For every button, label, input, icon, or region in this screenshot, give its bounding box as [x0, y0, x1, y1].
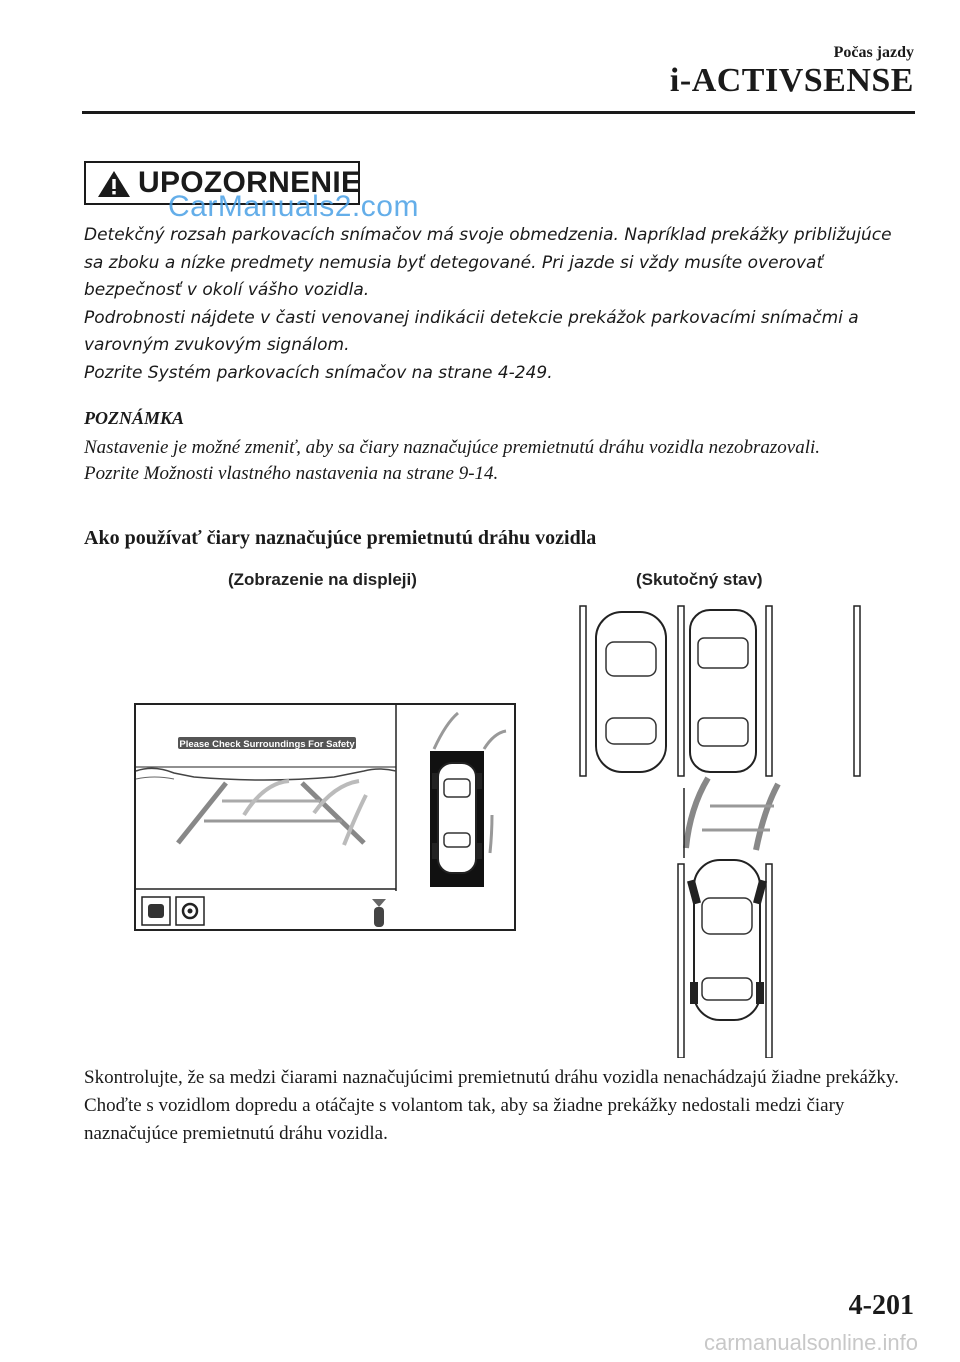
warning-triangle-icon	[96, 169, 132, 199]
page-number: 4-201	[848, 1290, 914, 1321]
howto-heading: Ako používať čiary naznačujúce premietnutú dráhu vozidla	[84, 527, 597, 549]
body-paragraph: Skontrolujte, že sa medzi čiarami naznačujúcimi premietnutú dráhu vozidla nenachádzajú žiadne prekážky.	[84, 1067, 899, 1088]
moving-car	[694, 860, 760, 1020]
parked-car-left	[596, 612, 666, 772]
display-screen-illustration	[134, 703, 518, 933]
header-rule	[82, 111, 915, 114]
screen-banner: Please Check Surroundings For Safety	[179, 739, 355, 750]
caption-display: (Zobrazenie na displeji)	[228, 570, 417, 589]
section-title: i-ACTIVSENSE	[669, 62, 914, 99]
actual-situation-illustration	[574, 598, 870, 1058]
note-title: POZNÁMKA	[84, 408, 185, 428]
warning-paragraph: Podrobnosti nájdete v časti venovanej indikácii detekcie prekážok parkovacími snímačmi a varovným zvukovým signálom.	[84, 307, 859, 356]
caption-actual: (Skutočný stav)	[636, 570, 763, 589]
warning-paragraph: Detekčný rozsah parkovacích snímačov má svoje obmedzenia. Napríklad prekážky približujúce sa zboku a nízke predmety nemusia byť detegované. Pri jazde si vždy musíte overovať bezpečnosť v okolí vášho vozidla.	[84, 225, 892, 301]
note-line: Nastavenie je možné zmeniť, aby sa čiary naznačujúce premietnutú dráhu vozidla nezobrazovali.	[84, 437, 821, 458]
footer-watermark: carmanualsonline.info	[703, 1330, 918, 1355]
parked-car-right	[690, 610, 756, 772]
note-text	[84, 435, 884, 487]
warning-label: UPOZORNENIE	[138, 166, 362, 199]
chapter-title: Počas jazdy	[833, 44, 914, 61]
note-reference: Pozrite Možnosti vlastného nastavenia na strane 9-14.	[84, 463, 499, 484]
watermark-text: CarManuals2.com	[168, 190, 419, 223]
body-paragraph: Choďte s vozidlom dopredu a otáčajte s volantom tak, aby sa žiadne prekážky nedostali medzi čiary naznačujúce premietnutú dráhu vozidla.	[84, 1095, 845, 1144]
warning-reference: Pozrite Systém parkovacích snímačov na strane 4-249.	[84, 362, 553, 383]
body-text	[84, 1064, 904, 1148]
warning-text	[84, 222, 904, 388]
